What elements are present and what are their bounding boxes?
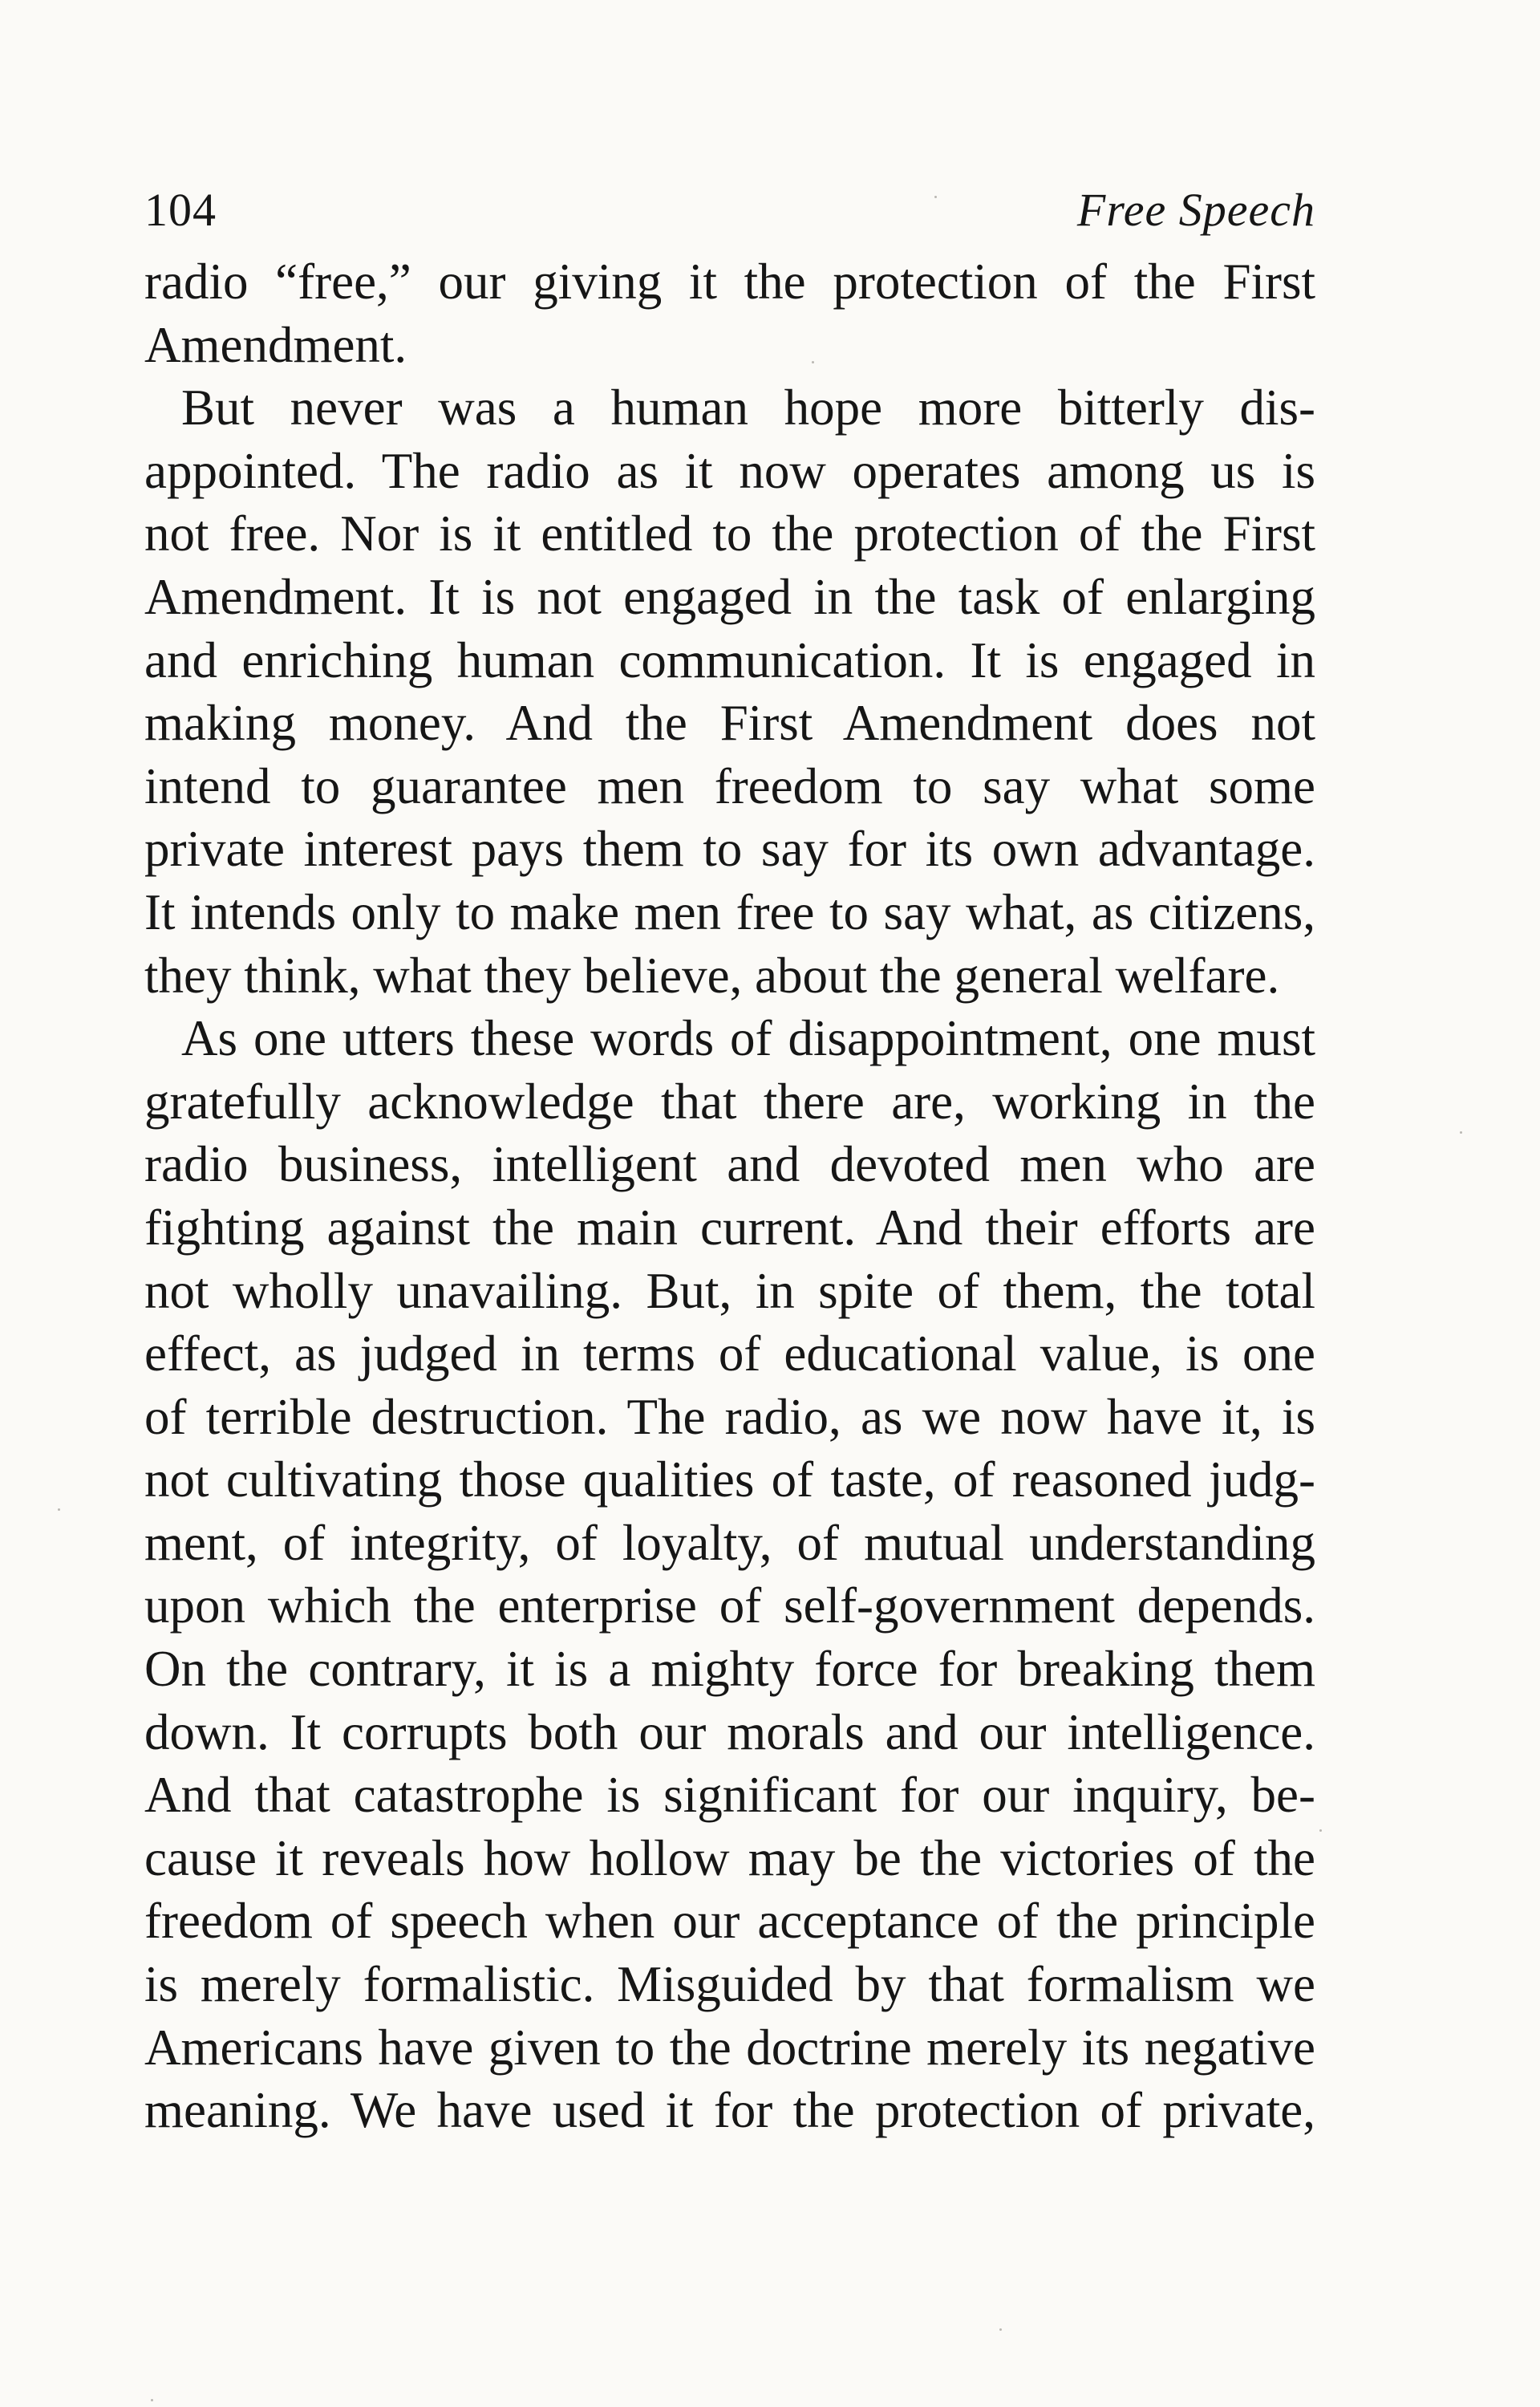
text-line: Amendment. [144,316,407,373]
text-line: It intends only to make men free to say what, as citizens, [144,883,1315,940]
text-line: And that catastrophe is significant for our inquiry, be- [144,1767,1315,1824]
text-line: Americans have given to the doctrine merely its negative [144,2019,1315,2076]
text-line: not wholly unavailing. But, in spite of them, the total [144,1262,1315,1319]
paper-speck [999,2328,1002,2331]
text-line: down. It corrupts both our morals and our intelligence. [144,1703,1315,1760]
running-title: Free Speech [1076,184,1315,236]
text-line: of terrible destruction. The radio, as we now have it, is [144,1388,1315,1445]
text-line: As one utters these words of disappointment, one must [181,1010,1315,1067]
text-line: effect, as judged in terms of educational value, is one [144,1325,1315,1382]
text-line: radio “free,” our giving it the protection of the First [144,254,1315,310]
text-line: fighting against the main current. And their efforts are [144,1199,1315,1256]
text-line: cause it reveals how hollow may be the victories of the [144,1829,1315,1886]
text-line: intend to guarantee men freedom to say what some [144,757,1315,814]
paper-speck [58,1508,60,1511]
paper-speck [934,196,937,198]
text-line: not free. Nor is it entitled to the protection of the First [144,505,1315,562]
text-line: ment, of integrity, of loyalty, of mutual understanding [144,1514,1315,1571]
paper-speck [151,2399,153,2401]
body-text [144,250,1315,2142]
text-line: But never was a human hope more bitterly dis- [181,380,1315,436]
paper-speck [1319,1829,1322,1832]
text-line: private interest pays them to say for its own advantage. [144,821,1315,878]
paper-speck [1460,1131,1462,1134]
text-line: not cultivating those qualities of taste, of reasoned judg- [144,1451,1315,1508]
text-line: radio business, intelligent and devoted men who are [144,1136,1315,1193]
text-line: and enriching human communication. It is engaged in [144,631,1315,688]
page-number: 104 [144,184,217,236]
text-line: making money. And the First Amendment does not [144,695,1315,752]
text-line: upon which the enterprise of self-government depends. [144,1577,1315,1634]
text-line: Amendment. It is not engaged in the task of enlarging [144,568,1315,625]
text-line: meaning. We have used it for the protection of private, [144,2082,1315,2139]
text-line: freedom of speech when our acceptance of the principle [144,1893,1315,1950]
text-line: appointed. The radio as it now operates among us is [144,442,1315,499]
text-line: gratefully acknowledge that there are, working in the [144,1073,1315,1130]
text-line: On the contrary, it is a mighty force for breaking them [144,1641,1315,1698]
text-line: they think, what they believe, about the general welfare. [144,947,1280,1004]
text-line: is merely formalistic. Misguided by that formalism we [144,1956,1315,2013]
page-header [144,178,1315,250]
paper-speck [812,361,814,363]
